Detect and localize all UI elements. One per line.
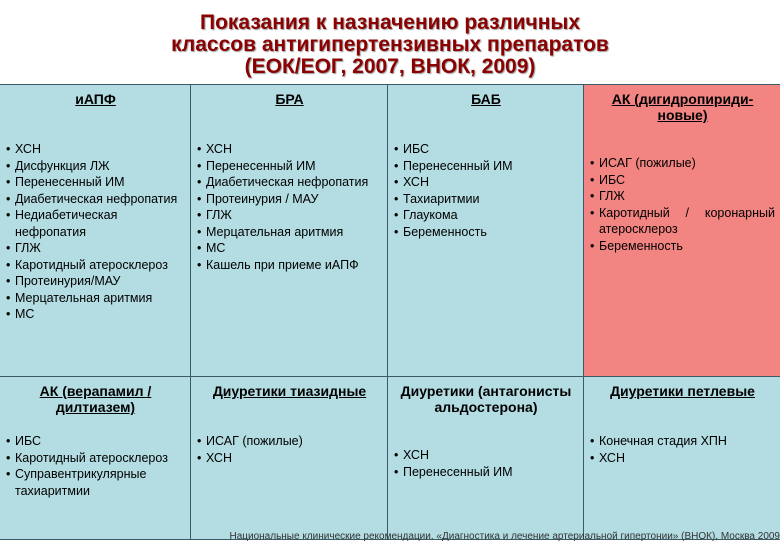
list-item: • Дисфункция ЛЖ [6,158,185,175]
list-item: • ГЛЖ [6,240,185,257]
cell-diuretics-loop [584,377,780,540]
list-item: • ХСН [394,174,578,191]
list-item: • ИБС [394,141,578,158]
list-item: • Каротидный атеросклероз [6,257,185,274]
cell-bra [191,85,388,377]
list-item: • Тахиаритмии [394,191,578,208]
list-item: • ГЛЖ [197,207,382,224]
indication-list [590,155,775,254]
list-item: • ХСН [394,447,578,464]
list-item: • Кашель при приеме иАПФ [197,257,382,274]
list-item: • Перенесенный ИМ [394,464,578,481]
indication-list [197,141,382,273]
title-line-1: Показания к назначению различных [199,11,581,34]
indication-list [394,447,578,480]
list-item: • Перенесенный ИМ [394,158,578,175]
list-item: • ИСАГ (пожилые) [590,155,775,172]
list-item: • Диабетическая нефропатия [197,174,382,191]
cell-header: БАБ [471,91,501,107]
list-item: • МС [6,306,185,323]
list-item: • ИСАГ (пожилые) [197,433,382,450]
list-item: • Протеинурия / МАУ [197,191,382,208]
cell-header: Диуретики петлевые [610,383,755,399]
list-item: • ИБС [6,433,185,450]
title-line-3: (ЕОК/ЕОГ, 2007, ВНОК, 2009) [244,55,536,78]
list-item: • Перенесенный ИМ [197,158,382,175]
cell-header: АК (дигидропириди-новые) [611,91,754,123]
list-item: • Мерцательная аритмия [6,290,185,307]
list-item: • Мерцательная аритмия [197,224,382,241]
list-item: • ХСН [197,141,382,158]
indication-list [590,433,775,466]
cell-header: Диуретики (антагонисты альдостерона) [400,383,572,415]
list-item: • ХСН [197,450,382,467]
list-item: • МС [197,240,382,257]
cell-iapf [0,85,191,377]
source-footnote: Национальные клинические рекомендации. «Диагностика и лечение артериальной гипертонии» (ВНОК), Москва 2009 [229,531,780,542]
indication-list [394,141,578,240]
indication-list [197,433,382,466]
list-item: • Беременность [590,238,775,255]
cell-header: иАПФ [75,91,116,107]
cell-diuretics-thiazide [191,377,388,540]
list-item: • Конечная стадия ХПН [590,433,775,450]
indication-list [6,141,185,323]
list-item: • ХСН [590,450,775,467]
list-item: • Недиабетическая нефропатия [6,207,185,240]
cell-ak-verapamil [0,377,191,540]
cell-diuretics-aldosterone [388,377,584,540]
list-item: • ХСН [6,141,185,158]
list-item: • ИБС [590,172,775,189]
list-item: • Диабетическая нефропатия [6,191,185,208]
list-item: • ГЛЖ [590,188,775,205]
cell-ak-dihydropyridine [584,85,780,377]
list-item: • Протеинурия/МАУ [6,273,185,290]
page-title [0,12,780,78]
list-item: • Беременность [394,224,578,241]
indications-table [0,84,780,539]
title-line-2: классов антигипертензивных препаратов [171,33,609,56]
cell-bab [388,85,584,377]
list-item: • Каротидный / коронарный атеросклероз [590,205,775,238]
cell-header: БРА [275,91,304,107]
list-item: • Перенесенный ИМ [6,174,185,191]
cell-header: Диуретики тиазидные [212,383,367,399]
list-item: • Суправентрикулярные тахиаритмии [6,466,185,499]
indication-list [6,433,185,499]
list-item: • Глаукома [394,207,578,224]
list-item: • Каротидный атеросклероз [6,450,185,467]
cell-header: АК (верапамил / дилтиазем) [39,383,152,415]
